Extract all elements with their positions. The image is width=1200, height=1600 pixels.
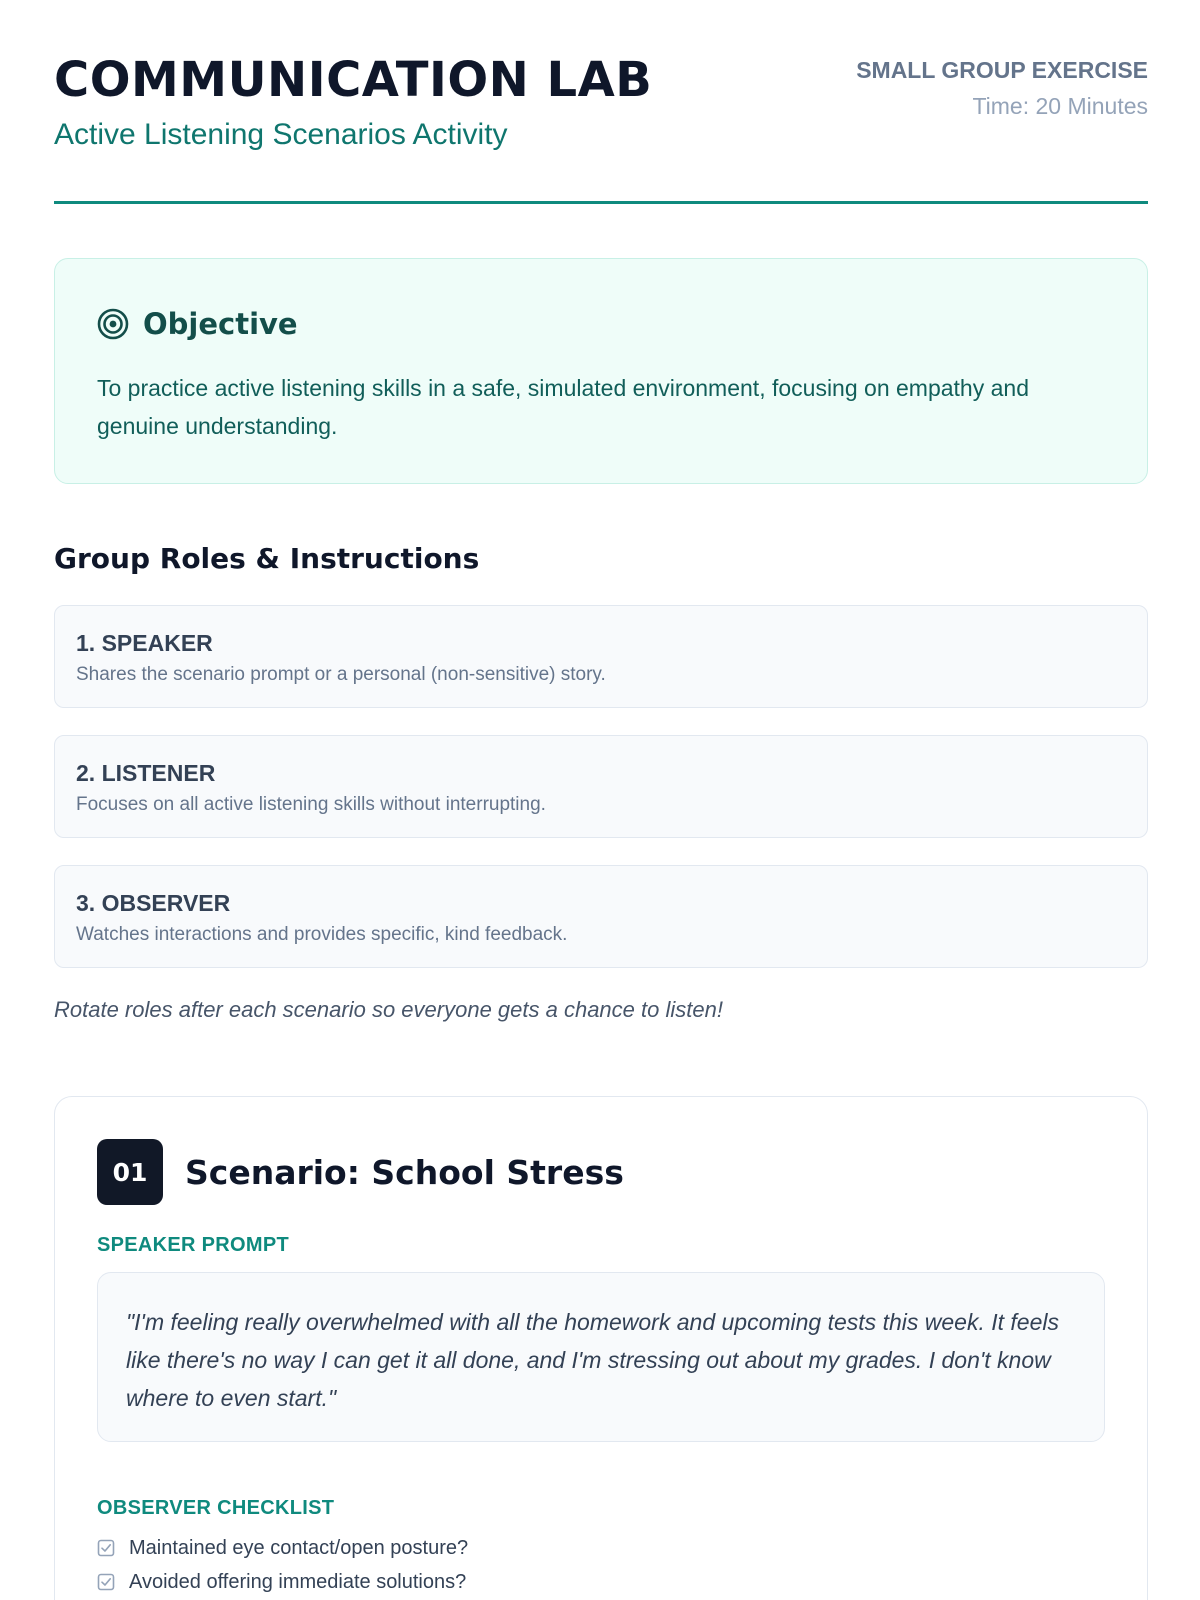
checklist-item-text: Maintained eye contact/open posture? xyxy=(129,1536,469,1559)
exercise-meta xyxy=(856,57,1148,120)
scenario-title: Scenario: School Stress xyxy=(185,1153,624,1192)
target-icon xyxy=(97,308,129,340)
checkbox-icon[interactable] xyxy=(97,1539,115,1557)
roles-heading: Group Roles & Instructions xyxy=(54,542,480,575)
speaker-prompt-label: SPEAKER PROMPT xyxy=(97,1234,290,1256)
role-description: Shares the scenario prompt or a personal (non-sensitive) story. xyxy=(76,664,606,685)
checklist-item-text: Avoided offering immediate solutions? xyxy=(129,1570,467,1593)
checklist-item[interactable] xyxy=(97,1565,468,1599)
page-subtitle: Active Listening Scenarios Activity xyxy=(54,118,508,151)
speaker-prompt-box xyxy=(97,1272,1105,1442)
checklist-item[interactable] xyxy=(97,1531,468,1565)
role-card-observer xyxy=(54,865,1148,968)
exercise-type: SMALL GROUP EXERCISE xyxy=(856,57,1148,83)
role-name: 3. OBSERVER xyxy=(76,890,231,916)
exercise-time: Time: 20 Minutes xyxy=(972,93,1148,119)
observer-checklist-label: OBSERVER CHECKLIST xyxy=(97,1497,335,1519)
page-title: COMMUNICATION LAB xyxy=(54,52,653,108)
rotate-roles-note: Rotate roles after each scenario so everyone gets a chance to listen! xyxy=(54,997,723,1022)
page-header xyxy=(54,0,1148,204)
role-name: 2. LISTENER xyxy=(76,760,216,786)
role-name: 1. SPEAKER xyxy=(76,630,213,656)
objective-box xyxy=(54,258,1148,484)
objective-header xyxy=(97,307,298,341)
role-card-speaker xyxy=(54,605,1148,708)
role-card-listener xyxy=(54,735,1148,838)
role-description: Focuses on all active listening skills without interrupting. xyxy=(76,794,546,815)
speaker-prompt-text: "I'm feeling really overwhelmed with all the homework and upcoming tests this week. It feels like there's no way I can get it all done, and I'm stressing out about my grades. I don't know where to even start." xyxy=(126,1309,1059,1411)
objective-title: Objective xyxy=(143,307,298,341)
observer-checklist xyxy=(97,1531,468,1599)
checkbox-icon[interactable] xyxy=(97,1573,115,1591)
worksheet-page xyxy=(54,0,1148,1593)
scenario-number-badge: 01 xyxy=(97,1139,163,1205)
scenario-card xyxy=(54,1096,1148,1600)
role-description: Watches interactions and provides specific, kind feedback. xyxy=(76,924,568,945)
objective-text: To practice active listening skills in a safe, simulated environment, focusing on empathy and genuine understanding. xyxy=(97,375,1029,439)
